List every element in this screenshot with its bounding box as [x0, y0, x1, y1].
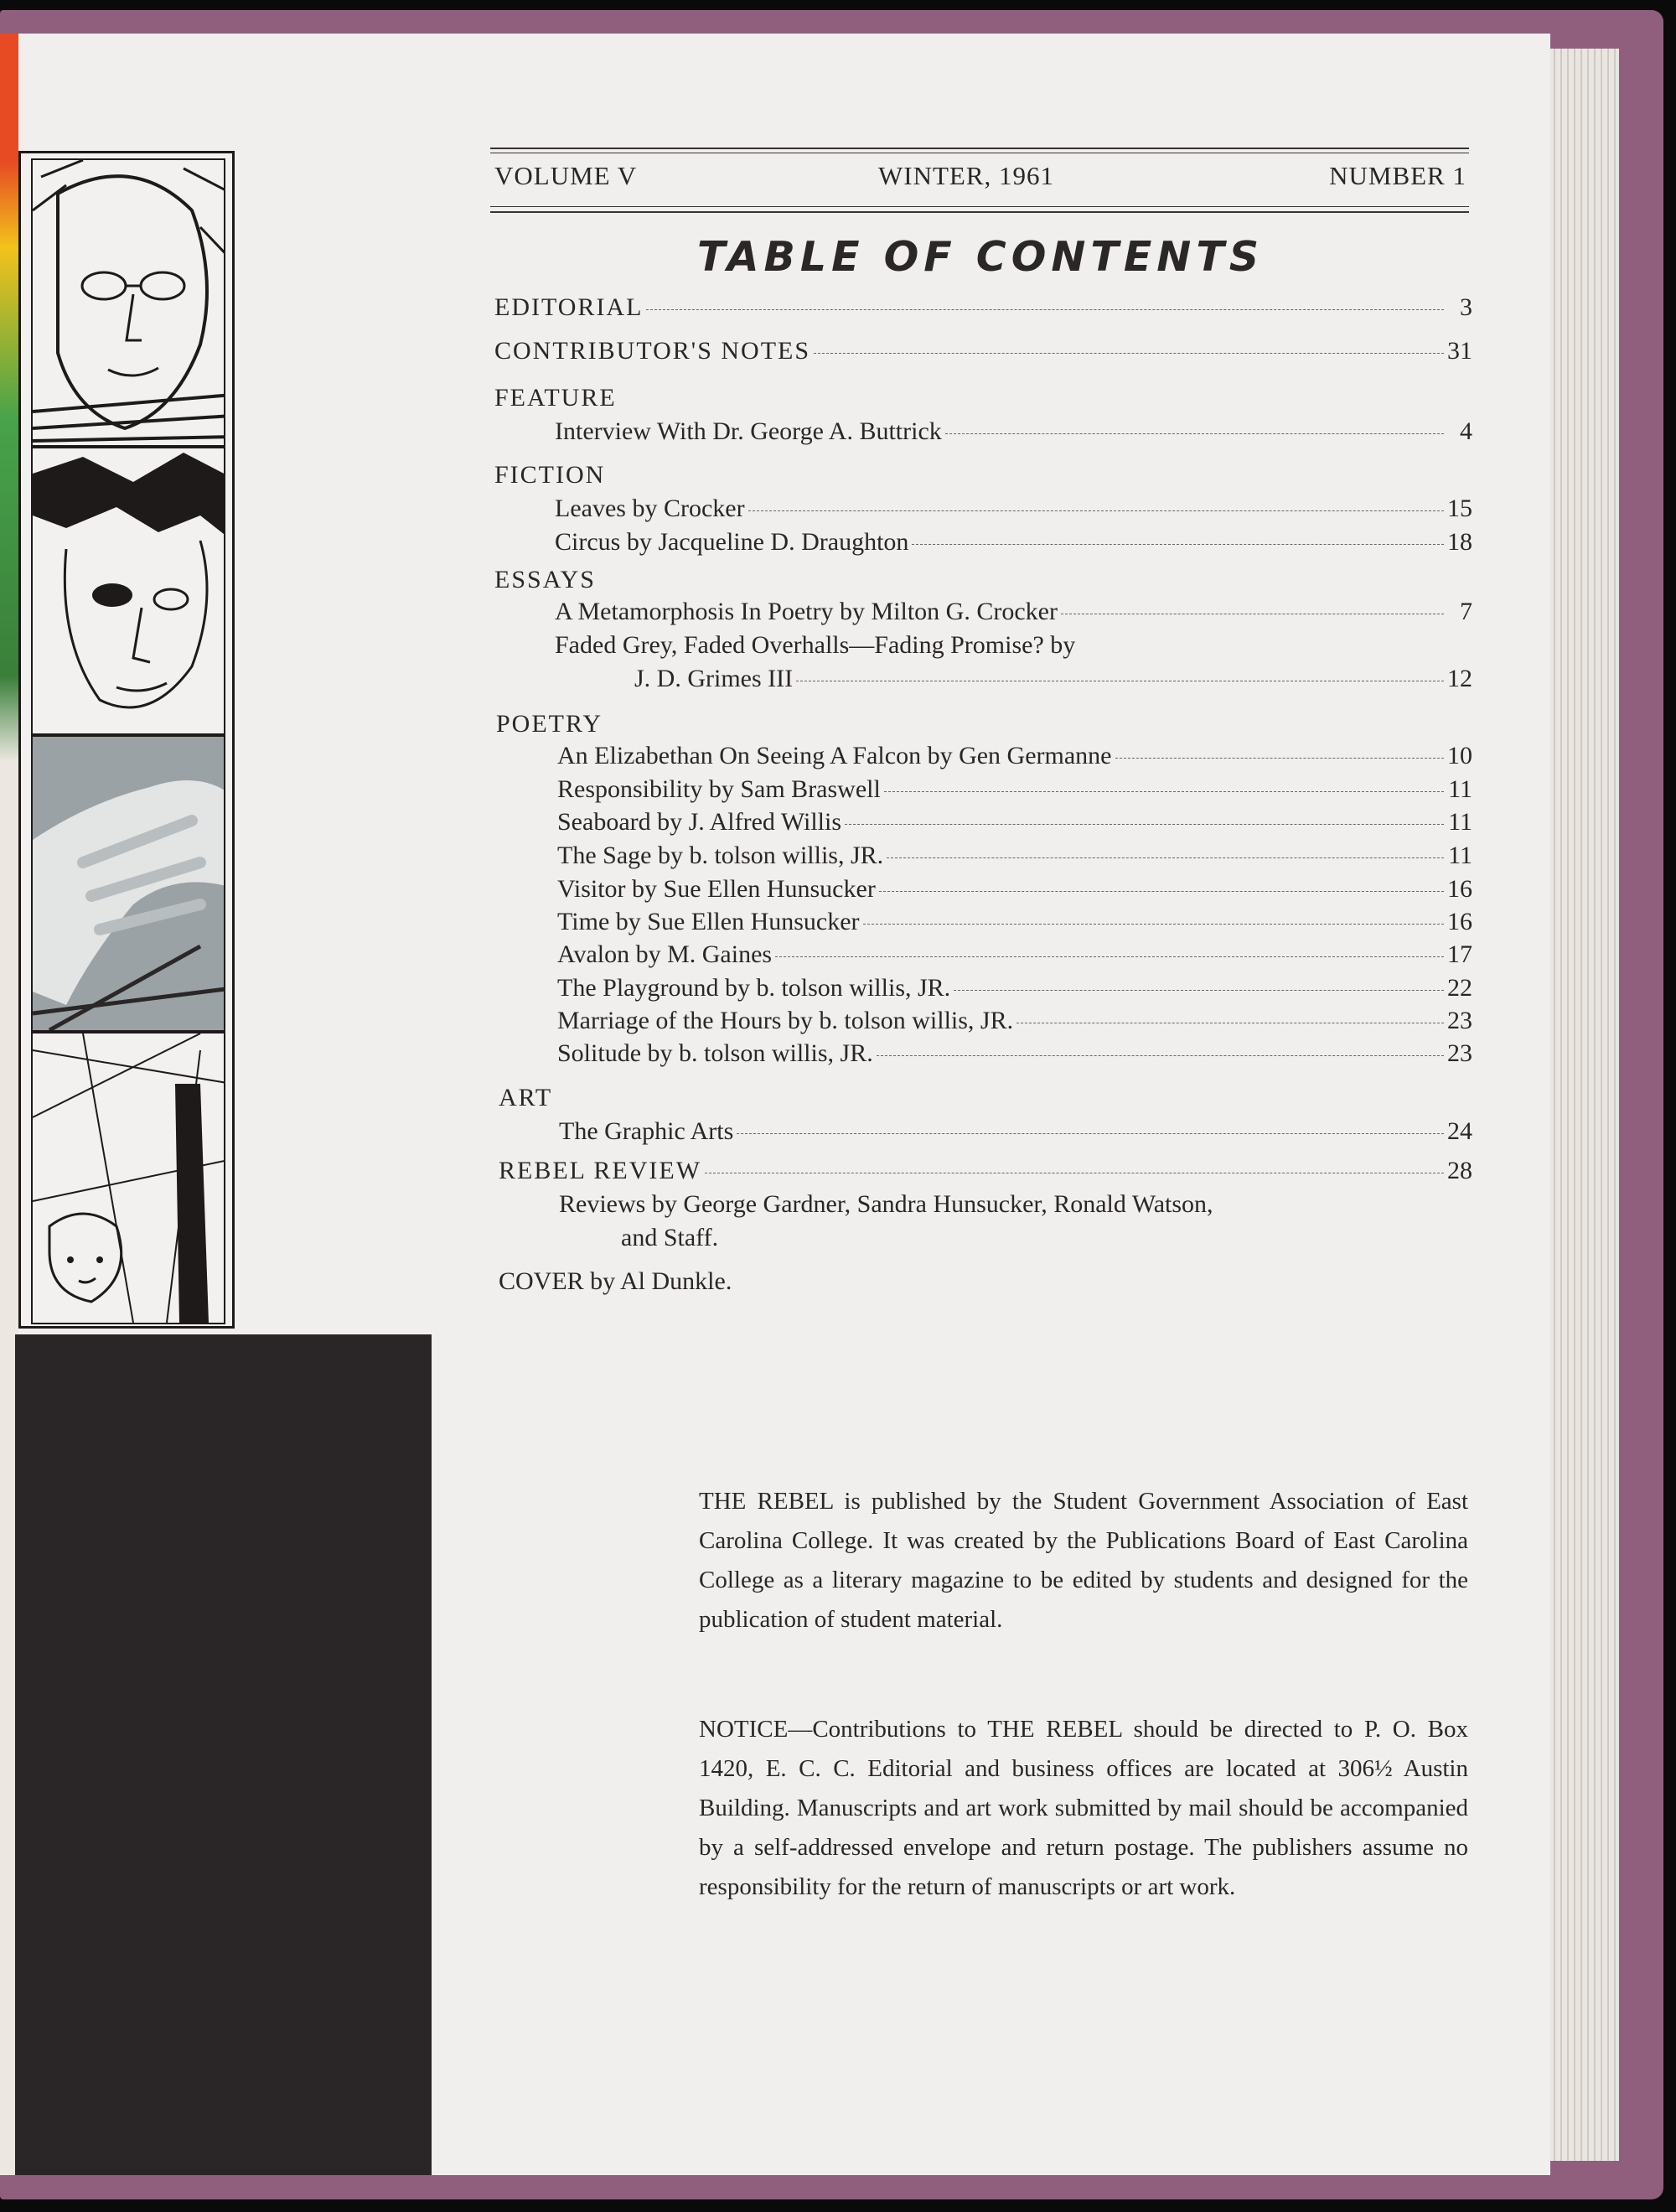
- issue-header: [494, 161, 1466, 201]
- toc-entry: Circus by Jacqueline D. Draughton 18: [555, 528, 1472, 556]
- toc-entry-editorial: EDITORIAL 3: [494, 293, 1472, 321]
- toc-entry: Marriage of the Hours by b. tolson willis, JR. 23: [557, 1007, 1472, 1034]
- publisher-statement: THE REBEL is published by the Student Government Association of East Carolina College. It was created by the Publications Board of East Carolina College as a literary magazine to be edited by students and designed for the publication of student material.: [699, 1488, 1468, 1633]
- toc-entry: A Metamorphosis In Poetry by Milton G. Crocker 7: [555, 598, 1472, 625]
- section-heading-fiction: FICTION: [494, 461, 606, 489]
- toc-entry: Leaves by Crocker 15: [555, 495, 1472, 522]
- toc-entry: Avalon by M. Gaines 17: [557, 940, 1472, 968]
- rebel-review-note: Reviews by George Gardner, Sandra Hunsucker, Ronald Watson,: [559, 1190, 1213, 1218]
- section-heading-essays: ESSAYS: [494, 566, 596, 593]
- toc-entry: Time by Sue Ellen Hunsucker 16: [557, 908, 1472, 935]
- toc-entry-rebel-review: REBEL REVIEW 28: [499, 1157, 1472, 1184]
- toc-entry: J. D. Grimes III 12: [634, 665, 1472, 692]
- abstract-sketch: [31, 1032, 225, 1324]
- header-rule-bottom: [490, 211, 1469, 213]
- toc-entry: Solitude by b. tolson willis, JR. 23: [557, 1039, 1472, 1067]
- section-heading-feature: FEATURE: [494, 384, 617, 412]
- toc-entry: The Sage by b. tolson willis, JR. 11: [557, 842, 1472, 869]
- header-rule-top: [490, 148, 1469, 149]
- toc-entry: Visitor by Sue Ellen Hunsucker 16: [557, 875, 1472, 903]
- cover-credit: COVER by Al Dunkle.: [499, 1267, 732, 1295]
- page-edges: [1542, 49, 1619, 2161]
- section-heading-art: ART: [499, 1084, 553, 1111]
- season-label: WINTER, 1961: [878, 161, 1055, 190]
- toc-entry: Seaboard by J. Alfred Willis 11: [557, 808, 1472, 836]
- rebel-review-note-cont: and Staff.: [621, 1224, 719, 1251]
- toc-entry: The Graphic Arts 24: [559, 1117, 1472, 1145]
- toc-entry: An Elizabethan On Seeing A Falcon by Gen Germanne 10: [557, 742, 1472, 769]
- toc-entry-title: Faded Grey, Faded Overhalls—Fading Promise? by: [555, 631, 1076, 659]
- volume-label: VOLUME V: [494, 161, 638, 190]
- toc-entry: The Playground by b. tolson willis, JR. 22: [557, 974, 1472, 1002]
- illustration-panel: [18, 151, 235, 1329]
- portrait-sketch-man: [31, 158, 225, 447]
- issue-number-label: NUMBER 1: [1329, 161, 1466, 190]
- toc-entry: Interview With Dr. George A. Buttrick 4: [555, 417, 1472, 445]
- section-heading-poetry: POETRY: [496, 710, 603, 738]
- hands-photo: [31, 735, 225, 1032]
- contribution-notice: NOTICE—Contributions to THE REBEL should be directed to P. O. Box 1420, E. C. C. Editorial and business offices are located at 306½ Austin Building. Manuscripts and art work submitted by mail should be accompanied by a self-addressed envelope and return postage. The publishers assume no responsibility for the return of manuscripts or art work.: [699, 1716, 1468, 1900]
- portrait-sketch-youth: [31, 447, 225, 735]
- header-rule-bottom-thin: [490, 206, 1469, 207]
- black-graphic-block: [15, 1334, 432, 2175]
- toc-entry: Responsibility by Sam Braswell 11: [557, 775, 1472, 803]
- page-title: TABLE OF CONTENTS: [696, 233, 1265, 281]
- toc-entry-contributors: CONTRIBUTOR'S NOTES 31: [494, 337, 1472, 365]
